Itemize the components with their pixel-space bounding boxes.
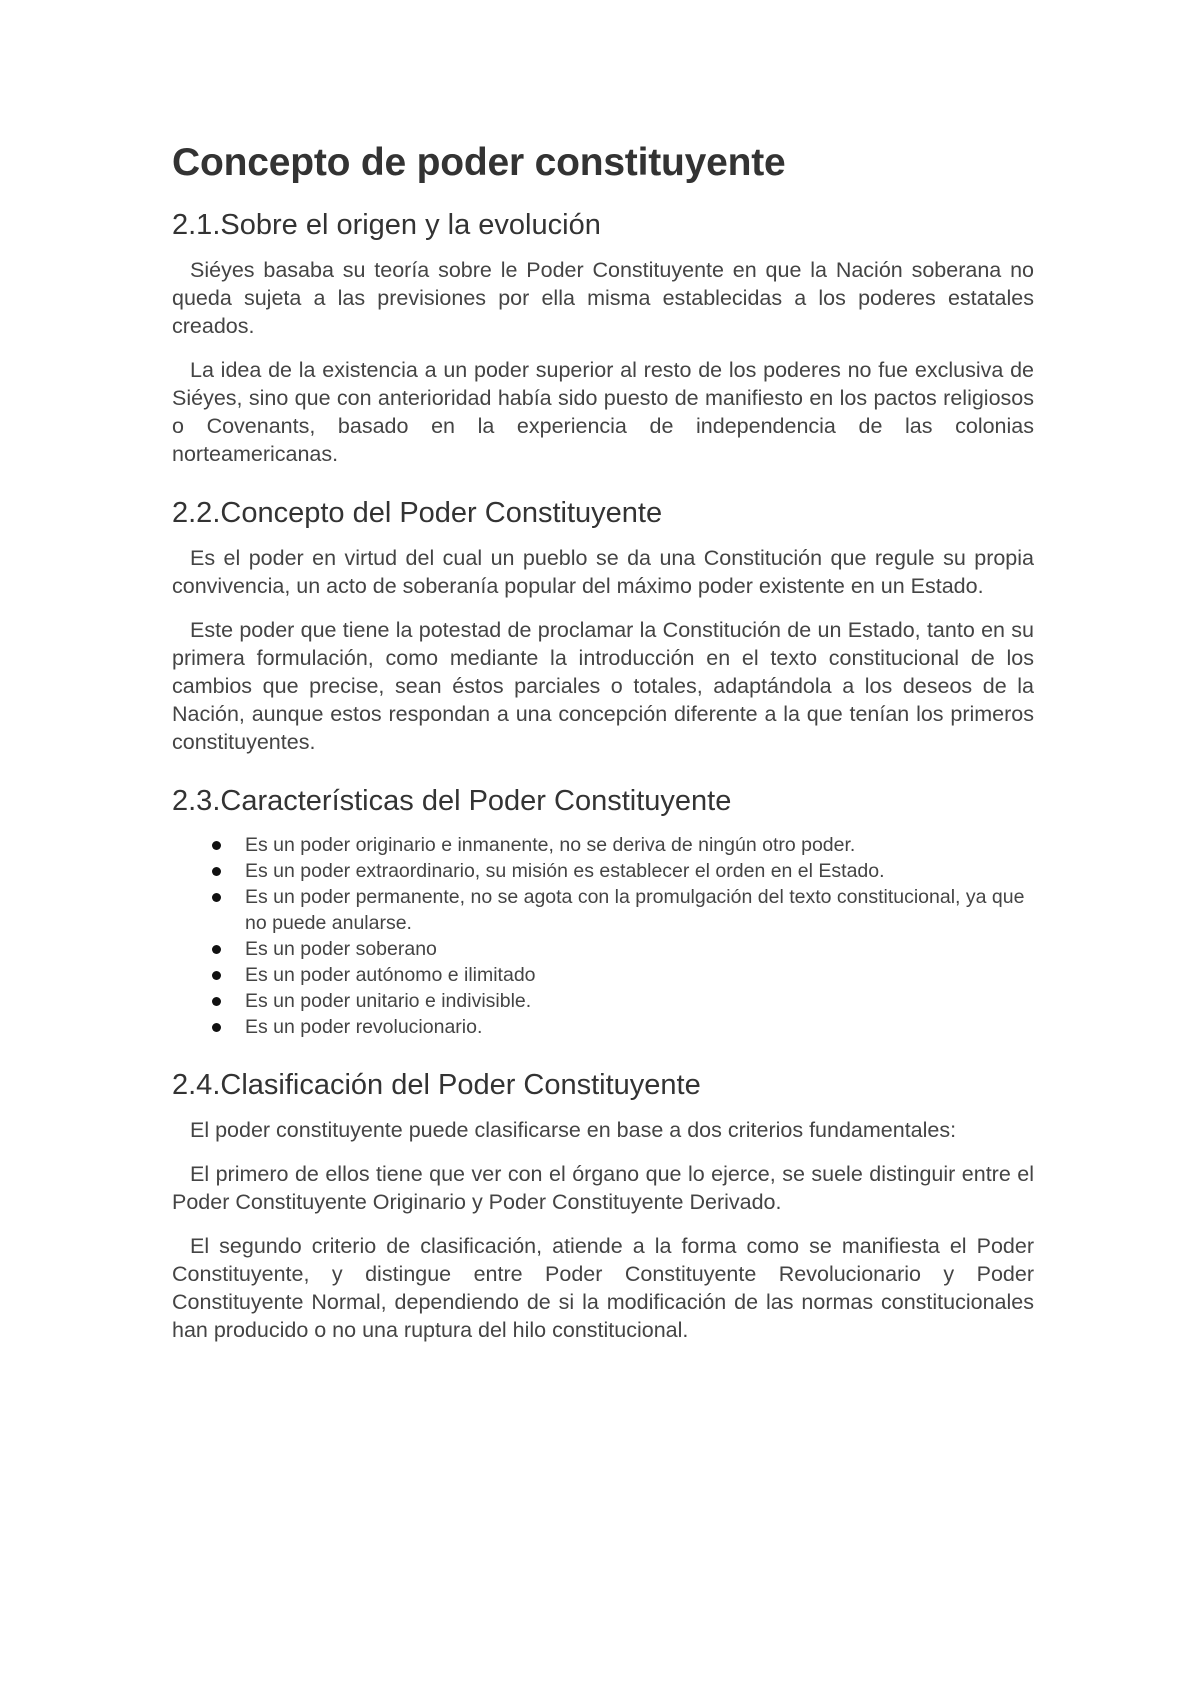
- paragraph: Es el poder en virtud del cual un pueblo se da una Constitución que regule su propia convivencia, un acto de soberanía popular del máximo poder existente en un Estado.: [172, 546, 1034, 598]
- list-item: [172, 1014, 1034, 1040]
- list-item: [172, 962, 1034, 988]
- section-heading: 2.3.Características del Poder Constituyente: [172, 785, 732, 817]
- paragraph: Este poder que tiene la potestad de proclamar la Constitución de un Estado, tanto en su primera formulación, como mediante la introducción en el texto constitucional de los cambios que precise, sean éstos parciales o totales, adaptándola a los deseos de la Nación, aunque estos respondan a una concepción diferente a la que tenían los primeros constituyentes.: [172, 618, 1034, 754]
- section-concepto: [172, 494, 1034, 756]
- document-title: Concepto de poder constituyente: [172, 141, 786, 184]
- bullet-icon: [212, 971, 221, 980]
- list-item: [172, 936, 1034, 962]
- paragraph: El primero de ellos tiene que ver con el órgano que lo ejerce, se suele distinguir entre el Poder Constituyente Originario y Poder Constituyente Derivado.: [172, 1162, 1034, 1214]
- list-item-text: Es un poder originario e inmanente, no se deriva de ningún otro poder.: [245, 834, 856, 856]
- list-item: [172, 858, 1034, 884]
- list-item-text: Es un poder soberano: [245, 938, 437, 960]
- paragraph: La idea de la existencia a un poder superior al resto de los poderes no fue exclusiva de Siéyes, sino que con anterioridad había sido puesto de manifiesto en los pactos religiosos o Covenants, basado en la experiencia de independencia de las colonias norteamericanas.: [172, 358, 1034, 466]
- list-item-text: Es un poder revolucionario.: [245, 1016, 483, 1038]
- paragraph: Siéyes basaba su teoría sobre le Poder Constituyente en que la Nación soberana no queda sujeta a las previsiones por ella misma establecidas a los poderes estatales creados.: [172, 258, 1034, 338]
- paragraph: El poder constituyente puede clasificarse en base a dos criterios fundamentales:: [190, 1118, 957, 1142]
- bullet-icon: [212, 893, 221, 902]
- section-origen: [172, 206, 1034, 468]
- section-heading: 2.2.Concepto del Poder Constituyente: [172, 497, 663, 529]
- list-item: [172, 884, 1034, 936]
- section-clasificacion: [172, 1066, 1034, 1344]
- list-item-text: Es un poder unitario e indivisible.: [245, 990, 532, 1012]
- bullet-icon: [212, 997, 221, 1006]
- bullet-icon: [212, 945, 221, 954]
- section-caracteristicas: [172, 782, 1034, 1040]
- bullet-icon: [212, 1023, 221, 1032]
- document-page: [172, 138, 1034, 1360]
- section-heading: 2.4.Clasificación del Poder Constituyente: [172, 1069, 701, 1101]
- characteristics-list: [172, 832, 1034, 1040]
- list-item-text: Es un poder permanente, no se agota con la promulgación del texto constitucional, ya que no puede anularse.: [245, 886, 1025, 934]
- list-item-text: Es un poder extraordinario, su misión es establecer el orden en el Estado.: [245, 860, 885, 882]
- list-item: [172, 832, 1034, 858]
- list-item: [172, 988, 1034, 1014]
- section-heading: 2.1.Sobre el origen y la evolución: [172, 209, 601, 241]
- bullet-icon: [212, 841, 221, 850]
- paragraph: El segundo criterio de clasificación, atiende a la forma como se manifiesta el Poder Constituyente, y distingue entre Poder Constituyente Revolucionario y Poder Constituyente Normal, dependiendo de si la modificación de las normas constitucionales han producido o no una ruptura del hilo constitucional.: [172, 1234, 1034, 1342]
- list-item-text: Es un poder autónomo e ilimitado: [245, 964, 536, 986]
- bullet-icon: [212, 867, 221, 876]
